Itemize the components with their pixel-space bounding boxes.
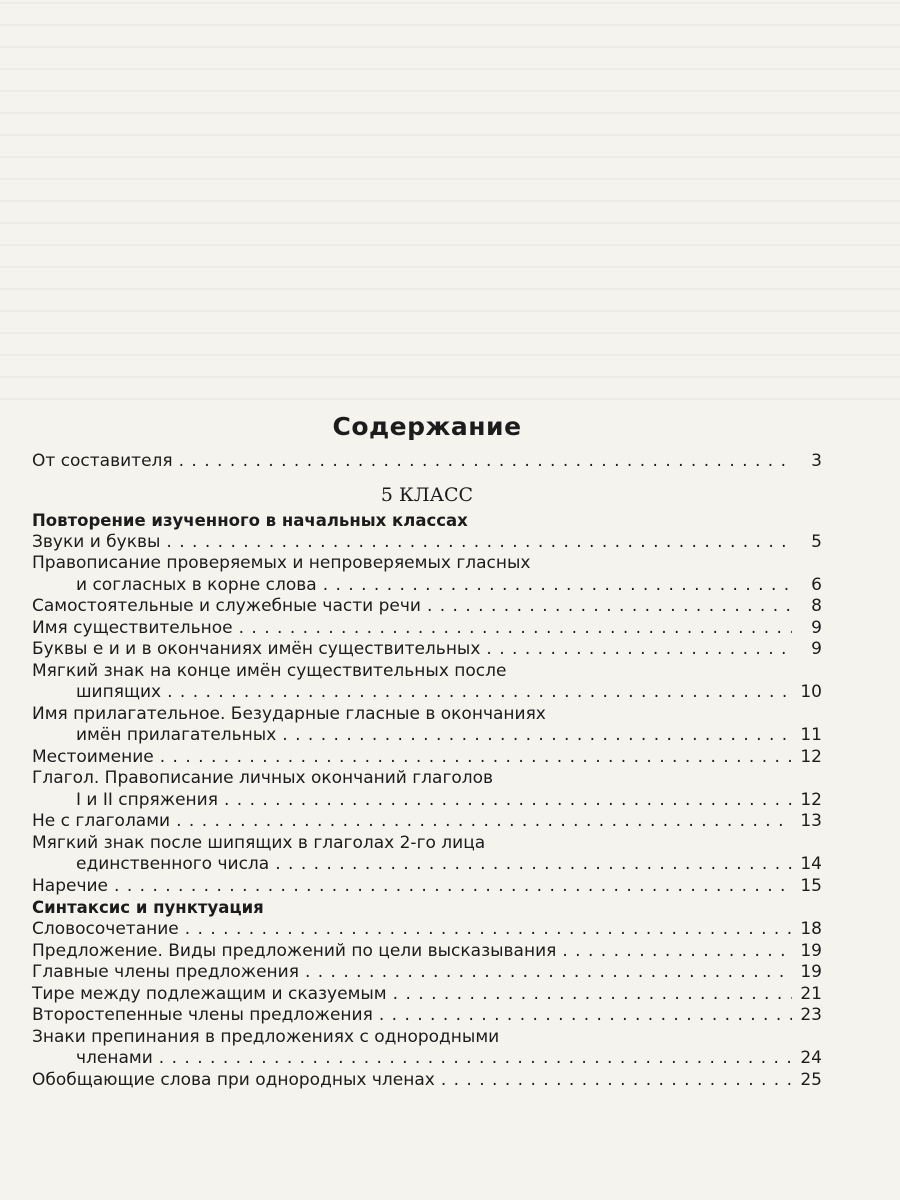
toc-entry xyxy=(32,941,822,963)
toc-page-number: 8 xyxy=(811,596,822,616)
toc-entry-label: Глагол. Правописание личных окончаний глаголов xyxy=(32,768,494,788)
leader-dots xyxy=(305,962,792,984)
leader-dots xyxy=(166,532,792,554)
leader-dots xyxy=(486,639,792,661)
toc-page-number: 9 xyxy=(811,617,822,638)
toc-entry-row xyxy=(32,682,822,704)
toc-entry-label: Предложение. Виды предложений по цели высказывания xyxy=(32,940,557,961)
toc-entry-label: Мягкий знак на конце имён существительных после xyxy=(32,660,507,681)
toc-entry-label: Главные члены предложения xyxy=(32,962,299,982)
toc-page-number: 6 xyxy=(811,574,822,595)
toc-page-number: 23 xyxy=(800,1005,822,1025)
toc-page-number: 25 xyxy=(800,1069,822,1090)
toc-entry-label: Правописание проверяемых и непроверяемых гласных xyxy=(32,553,531,573)
toc-entry-row xyxy=(32,1048,822,1070)
toc-entry xyxy=(32,962,822,984)
grade-heading: 5 КЛАСС xyxy=(380,483,474,506)
toc-page-number: 19 xyxy=(800,940,822,961)
leader-dots xyxy=(275,854,792,876)
toc-entry-label: I и II спряжения xyxy=(76,789,218,810)
toc-entry-label: От составителя xyxy=(32,451,173,471)
table-of-contents xyxy=(32,412,822,1091)
toc-page-number: 14 xyxy=(800,854,822,874)
leader-dots xyxy=(176,811,792,833)
toc-page-number: 3 xyxy=(811,451,822,471)
toc-entry-label: Не с глаголами xyxy=(32,811,171,831)
toc-entry-label: Местоимение xyxy=(32,746,154,767)
toc-page-number: 15 xyxy=(800,875,822,896)
toc-entry xyxy=(32,661,822,704)
toc-entry xyxy=(32,596,822,618)
toc-entry-row xyxy=(32,854,822,876)
toc-page-number: 10 xyxy=(800,682,822,702)
toc-page-number: 11 xyxy=(800,725,822,745)
toc-entry-label: Знаки препинания в предложениях с однородными xyxy=(32,1026,500,1047)
toc-entry-row xyxy=(32,1005,822,1027)
toc-entry-label: и согласных в корне слова xyxy=(76,574,317,595)
toc-entry-row xyxy=(32,876,822,898)
leader-dots xyxy=(167,682,792,704)
toc-entry-label: Мягкий знак после шипящих в глаголах 2-го лица xyxy=(32,832,486,853)
toc-entry-row xyxy=(32,639,822,661)
toc-page-number: 21 xyxy=(800,983,822,1004)
leader-dots xyxy=(239,618,792,640)
toc-entry-row xyxy=(32,790,822,812)
toc-entry-label: имён прилагательных xyxy=(76,725,277,745)
leader-dots xyxy=(562,941,792,963)
toc-entry-row xyxy=(32,596,822,618)
toc-entry-row xyxy=(32,962,822,984)
toc-entry-label: Самостоятельные и служебные части речи xyxy=(32,596,421,616)
section-heading: Повторение изученного в начальных классах xyxy=(32,510,468,530)
toc-page-number: 18 xyxy=(800,919,822,939)
leader-dots xyxy=(114,876,792,898)
toc-entry xyxy=(32,919,822,941)
section-heading: Синтаксис и пунктуация xyxy=(32,898,264,917)
page-title: Содержание xyxy=(332,412,522,441)
toc-sections xyxy=(32,510,822,1092)
toc-entry xyxy=(32,984,822,1006)
leader-dots xyxy=(379,1005,792,1027)
toc-entry-row xyxy=(32,984,822,1006)
leader-dots xyxy=(323,575,792,597)
toc-entry-row xyxy=(32,941,822,963)
toc-entry-intro xyxy=(32,451,822,473)
toc-entry-row xyxy=(32,747,822,769)
toc-entry xyxy=(32,768,822,811)
toc-entry-row xyxy=(32,811,822,833)
toc-entry-row xyxy=(32,725,822,747)
leader-dots xyxy=(427,596,792,618)
toc-entry-label: Имя прилагательное. Безударные гласные в окончаниях xyxy=(32,703,546,724)
toc-entry-label: Словосочетание xyxy=(32,919,179,939)
toc-entry xyxy=(32,811,822,833)
toc-entry-row xyxy=(32,575,822,597)
toc-page-number: 19 xyxy=(800,962,822,982)
toc-entry xyxy=(32,833,822,876)
toc-entry-label: Буквы е и и в окончаниях имён существительных xyxy=(32,639,481,659)
toc-entry-label: членами xyxy=(76,1048,153,1068)
toc-entry-label: Тире между подлежащим и сказуемым xyxy=(32,983,387,1004)
leader-dots xyxy=(159,1048,792,1070)
toc-entry-row xyxy=(32,532,822,554)
show-through-background xyxy=(0,0,900,400)
toc-page-number: 5 xyxy=(811,531,822,552)
toc-entry xyxy=(32,532,822,554)
toc-page-number: 24 xyxy=(800,1048,822,1068)
toc-entry-label: единственного числа xyxy=(76,854,270,874)
leader-dots xyxy=(441,1070,792,1092)
leader-dots xyxy=(393,984,792,1006)
leader-dots xyxy=(282,725,792,747)
toc-entry-row xyxy=(32,1070,822,1092)
toc-entry xyxy=(32,747,822,769)
toc-entry xyxy=(32,639,822,661)
toc-entry xyxy=(32,1027,822,1070)
toc-entry-label: шипящих xyxy=(76,682,162,702)
toc-entry xyxy=(32,618,822,640)
leader-dots xyxy=(160,747,792,769)
toc-entry-label: Звуки и буквы xyxy=(32,531,161,552)
toc-entry xyxy=(32,876,822,898)
toc-entry xyxy=(32,1005,822,1027)
leader-dots xyxy=(224,790,792,812)
toc-entry-label: Обобщающие слова при однородных членах xyxy=(32,1069,435,1090)
leader-dots xyxy=(185,919,792,941)
toc-entry-label: Второстепенные члены предложения xyxy=(32,1005,373,1025)
toc-page-number: 9 xyxy=(811,639,822,659)
toc-entry xyxy=(32,704,822,747)
leader-dots xyxy=(179,451,792,473)
toc-entry xyxy=(32,1070,822,1092)
toc-entry-row xyxy=(32,919,822,941)
toc-page-number: 13 xyxy=(800,811,822,831)
toc-entry-label: Имя существительное xyxy=(32,617,233,638)
toc-page-number: 12 xyxy=(800,789,822,810)
toc-entry-label: Наречие xyxy=(32,875,109,896)
toc-page-number: 12 xyxy=(800,746,822,767)
toc-entry xyxy=(32,553,822,596)
toc-entry-row xyxy=(32,618,822,640)
